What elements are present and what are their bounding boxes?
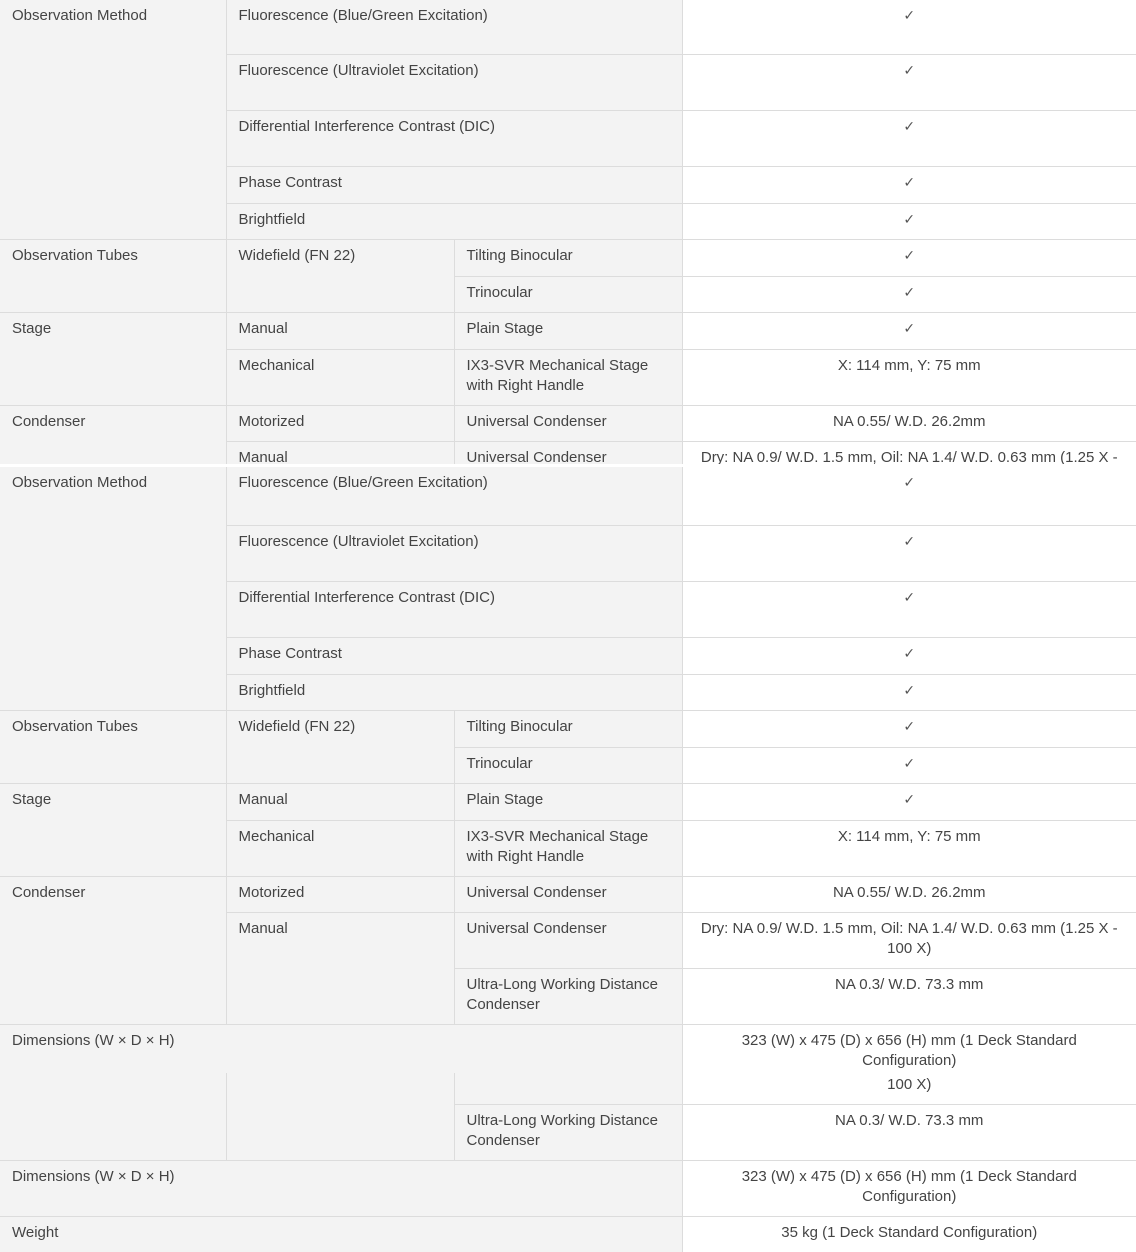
row-label-condenser bbox=[0, 1073, 226, 1160]
check-mark: ✓ bbox=[682, 710, 1136, 747]
cell-stage-travel-value: X: 114 mm, Y: 75 mm bbox=[682, 349, 1136, 405]
check-mark: ✓ bbox=[682, 581, 1136, 637]
cell-manual-condenser-value: Dry: NA 0.9/ W.D. 1.5 mm, Oil: NA 1.4/ W.D. 0.63 mm (1.25 X - bbox=[682, 441, 1136, 464]
check-mark: ✓ bbox=[682, 239, 1136, 276]
table-row bbox=[0, 0, 1136, 54]
check-mark: ✓ bbox=[682, 674, 1136, 710]
table-row bbox=[0, 876, 1136, 912]
cell-trinocular: Trinocular bbox=[454, 276, 682, 312]
cell-motorized-condenser-value: NA 0.55/ W.D. 26.2mm bbox=[682, 405, 1136, 441]
spec-table bbox=[0, 467, 1136, 1073]
table-row bbox=[0, 1216, 1136, 1252]
cell-tilting-binocular: Tilting Binocular bbox=[454, 239, 682, 276]
cell-weight-value: 35 kg (1 Deck Standard Configuration) bbox=[682, 1216, 1136, 1252]
cell-tilting-binocular: Tilting Binocular bbox=[454, 710, 682, 747]
cell-ultra-long-wd-value: NA 0.3/ W.D. 73.3 mm bbox=[682, 1104, 1136, 1160]
table-row bbox=[0, 783, 1136, 820]
cell-condenser-manual: Manual bbox=[226, 441, 454, 464]
cell-fluorescence-blue-green: Fluorescence (Blue/Green Excitation) bbox=[226, 0, 682, 54]
cell-stage-manual: Manual bbox=[226, 312, 454, 349]
cell-dic: Differential Interference Contrast (DIC) bbox=[226, 581, 682, 637]
check-mark: ✓ bbox=[682, 467, 1136, 525]
cell-stage-travel-value: X: 114 mm, Y: 75 mm bbox=[682, 820, 1136, 876]
table-row bbox=[0, 312, 1136, 349]
row-label-observation-method: Observation Method bbox=[0, 0, 226, 239]
table-row bbox=[0, 239, 1136, 276]
cell-widefield: Widefield (FN 22) bbox=[226, 239, 454, 312]
table-row bbox=[0, 1160, 1136, 1216]
cell-trinocular: Trinocular bbox=[454, 747, 682, 783]
cell-dic: Differential Interference Contrast (DIC) bbox=[226, 110, 682, 166]
cell-plain-stage: Plain Stage bbox=[454, 312, 682, 349]
check-mark: ✓ bbox=[682, 783, 1136, 820]
check-mark: ✓ bbox=[682, 166, 1136, 203]
cell-widefield: Widefield (FN 22) bbox=[226, 710, 454, 783]
cell-fluorescence-blue-green: Fluorescence (Blue/Green Excitation) bbox=[226, 467, 682, 525]
cell-stage-manual: Manual bbox=[226, 783, 454, 820]
cell-stage-mechanical: Mechanical bbox=[226, 349, 454, 405]
check-mark: ✓ bbox=[682, 312, 1136, 349]
cell-ix3-svr-stage: IX3-SVR Mechanical Stage with Right Handle bbox=[454, 820, 682, 876]
cell-plain-stage: Plain Stage bbox=[454, 783, 682, 820]
cell-dimensions-value: 323 (W) x 475 (D) x 656 (H) mm (1 Deck Standard Configuration) bbox=[682, 1024, 1136, 1073]
cell-manual-condenser-value: Dry: NA 0.9/ W.D. 1.5 mm, Oil: NA 1.4/ W.D. 0.63 mm (1.25 X - 100 X) bbox=[682, 912, 1136, 968]
check-mark: ✓ bbox=[682, 0, 1136, 54]
cell-fluorescence-ultraviolet: Fluorescence (Ultraviolet Excitation) bbox=[226, 54, 682, 110]
row-label-observation-tubes: Observation Tubes bbox=[0, 710, 226, 783]
cell-fluorescence-ultraviolet: Fluorescence (Ultraviolet Excitation) bbox=[226, 525, 682, 581]
row-label-observation-tubes: Observation Tubes bbox=[0, 239, 226, 312]
cell-universal-condenser: Universal Condenser bbox=[454, 912, 682, 968]
check-mark: ✓ bbox=[682, 110, 1136, 166]
cell-dimensions-value: 323 (W) x 475 (D) x 656 (H) mm (1 Deck Standard Configuration) bbox=[682, 1160, 1136, 1216]
check-mark: ✓ bbox=[682, 525, 1136, 581]
table-row bbox=[0, 467, 1136, 525]
spec-table bbox=[0, 0, 1136, 464]
cell-ultra-long-wd-value: NA 0.3/ W.D. 73.3 mm bbox=[682, 968, 1136, 1024]
row-label-stage: Stage bbox=[0, 312, 226, 405]
check-mark: ✓ bbox=[682, 276, 1136, 312]
row-label-condenser: Condenser bbox=[0, 876, 226, 1024]
row-label-observation-method: Observation Method bbox=[0, 467, 226, 710]
row-label-stage: Stage bbox=[0, 783, 226, 876]
row-label-dimensions: Dimensions (W × D × H) bbox=[0, 1024, 682, 1073]
cell-brightfield: Brightfield bbox=[226, 203, 682, 239]
table-segment-middle bbox=[0, 467, 1136, 1073]
cell-universal-condenser: Universal Condenser bbox=[454, 405, 682, 441]
check-mark: ✓ bbox=[682, 203, 1136, 239]
cell-condenser-manual: Manual bbox=[226, 912, 454, 1024]
cell-phase-contrast: Phase Contrast bbox=[226, 637, 682, 674]
cell-phase-contrast: Phase Contrast bbox=[226, 166, 682, 203]
row-label-weight: Weight bbox=[0, 1216, 682, 1252]
table-segment-bottom bbox=[0, 1073, 1136, 1252]
spec-table bbox=[0, 1073, 1136, 1252]
cell-brightfield: Brightfield bbox=[226, 674, 682, 710]
row-label-dimensions: Dimensions (W × D × H) bbox=[0, 1160, 682, 1216]
table-segment-top bbox=[0, 0, 1136, 464]
cell-universal-condenser: Universal Condenser bbox=[454, 876, 682, 912]
row-label-condenser: Condenser bbox=[0, 405, 226, 464]
cell-universal-condenser: Universal Condenser bbox=[454, 441, 682, 464]
cell-ultra-long-wd-condenser: Ultra-Long Working Distance Condenser bbox=[454, 1104, 682, 1160]
cell-condenser-motorized: Motorized bbox=[226, 876, 454, 912]
check-mark: ✓ bbox=[682, 637, 1136, 674]
table-row bbox=[0, 710, 1136, 747]
cell-ultra-long-wd-condenser: Ultra-Long Working Distance Condenser bbox=[454, 968, 682, 1024]
cell-stage-mechanical: Mechanical bbox=[226, 820, 454, 876]
cell-motorized-condenser-value: NA 0.55/ W.D. 26.2mm bbox=[682, 876, 1136, 912]
cell-condenser-motorized: Motorized bbox=[226, 405, 454, 441]
table-row bbox=[0, 405, 1136, 441]
cell-manual-condenser-value: 100 X) bbox=[682, 1073, 1136, 1104]
cell-ix3-svr-stage: IX3-SVR Mechanical Stage with Right Handle bbox=[454, 349, 682, 405]
check-mark: ✓ bbox=[682, 747, 1136, 783]
cell-condenser-manual bbox=[226, 1073, 454, 1160]
check-mark: ✓ bbox=[682, 54, 1136, 110]
cell-universal-condenser bbox=[454, 1073, 682, 1104]
table-row bbox=[0, 1024, 1136, 1073]
table-row bbox=[0, 1073, 1136, 1104]
